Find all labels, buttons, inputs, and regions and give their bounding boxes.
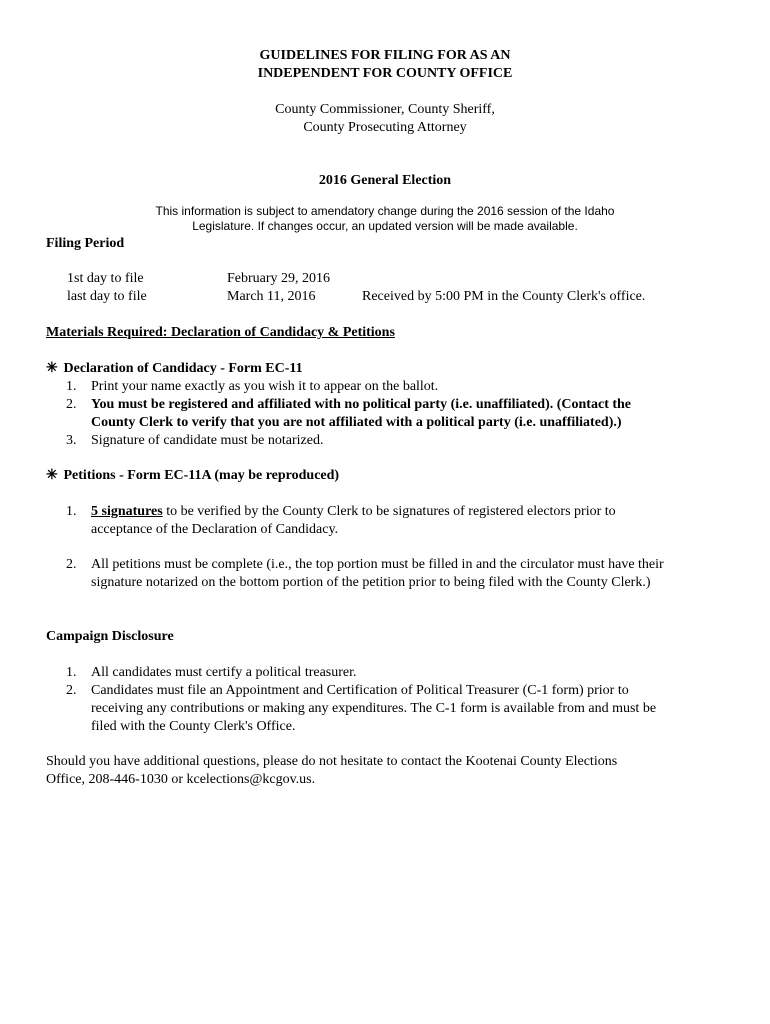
last-day-note: Received by 5:00 PM in the County Clerk's office.: [362, 289, 646, 304]
list-item: [66, 664, 706, 682]
item-number: 1.: [66, 665, 77, 680]
list-item: [66, 378, 706, 396]
asterisk-bullet-icon: ✳: [46, 361, 58, 376]
closing-paragraph: [46, 753, 726, 789]
petitions-heading-text: Petitions - Form EC-11A (may be reproduced): [63, 468, 340, 483]
offices-subtitle: [0, 101, 770, 137]
list-item: [66, 682, 706, 736]
item-text-line-2: County Clerk to verify that you are not affiliated with a political party (i.e. unaffiliated).): [91, 415, 622, 430]
item-number: 2.: [66, 683, 77, 698]
title-line-1: GUIDELINES FOR FILING FOR AS AN: [259, 48, 511, 63]
item-text-line-3: filed with the County Clerk's Office.: [91, 719, 296, 734]
election-heading: 2016 General Election: [318, 173, 452, 188]
notice-line-1: This information is subject to amendatory change during the 2016 session of the Idaho: [155, 204, 615, 218]
asterisk-bullet-icon: ✳: [46, 468, 58, 483]
list-item: [66, 556, 706, 592]
petitions-heading: [46, 467, 339, 485]
item-text: All candidates must certify a political treasurer.: [91, 665, 357, 680]
list-item: [66, 432, 706, 450]
materials-heading: Materials Required: Declaration of Candidacy & Petitions: [46, 325, 395, 340]
item-number: 1.: [66, 504, 77, 519]
title-line-2: INDEPENDENT FOR COUNTY OFFICE: [257, 66, 513, 81]
item-text-line-1: [91, 503, 706, 521]
item-text-rest: to be verified by the County Clerk to be signatures of registered electors prior to: [162, 504, 616, 519]
offices-line-2: County Prosecuting Attorney: [303, 120, 467, 135]
declaration-heading: [46, 360, 303, 378]
item-text-line-2: acceptance of the Declaration of Candidacy.: [91, 522, 339, 537]
item-number: 3.: [66, 433, 77, 448]
item-number: 2.: [66, 557, 77, 572]
item-text-line-2: signature notarized on the bottom portion of the petition prior to being filed with the County Clerk.): [91, 575, 651, 590]
item-number: 1.: [66, 379, 77, 394]
list-item: [66, 396, 706, 432]
offices-line-1: County Commissioner, County Sheriff,: [275, 102, 495, 117]
item-text-line-2: receiving any contributions or making any expenditures. The C-1 form is available from and must be: [91, 701, 657, 716]
item-number: 2.: [66, 397, 77, 412]
closing-line-1: Should you have additional questions, please do not hesitate to contact the Kootenai County Elections: [46, 754, 618, 769]
document-title: [0, 47, 770, 83]
item-text-line-1: All petitions must be complete (i.e., the top portion must be filled in and the circulator must have their: [91, 557, 664, 572]
item-text: Signature of candidate must be notarized.: [91, 433, 324, 448]
item-text-line-1: Candidates must file an Appointment and Certification of Political Treasurer (C-1 form) prior to: [91, 683, 629, 698]
amendment-notice: [0, 204, 770, 234]
signatures-emphasis: 5 signatures: [91, 504, 163, 519]
item-text: Print your name exactly as you wish it to appear on the ballot.: [91, 379, 439, 394]
campaign-heading: Campaign Disclosure: [46, 629, 174, 644]
item-text-line-1: You must be registered and affiliated with no political party (i.e. unaffiliated). (Contact the: [91, 397, 632, 412]
declaration-heading-text: Declaration of Candidacy - Form EC-11: [63, 361, 303, 376]
notice-line-2: Legislature. If changes occur, an updated version will be made available.: [192, 219, 578, 233]
list-item: [66, 503, 706, 539]
closing-line-2: Office, 208-446-1030 or kcelections@kcgov.us.: [46, 772, 316, 787]
first-day-date: February 29, 2016: [227, 271, 331, 286]
first-day-label: 1st day to file: [67, 271, 144, 286]
filing-period-heading: Filing Period: [46, 236, 125, 251]
last-day-label: last day to file: [67, 289, 147, 304]
last-day-date: March 11, 2016: [227, 289, 316, 304]
